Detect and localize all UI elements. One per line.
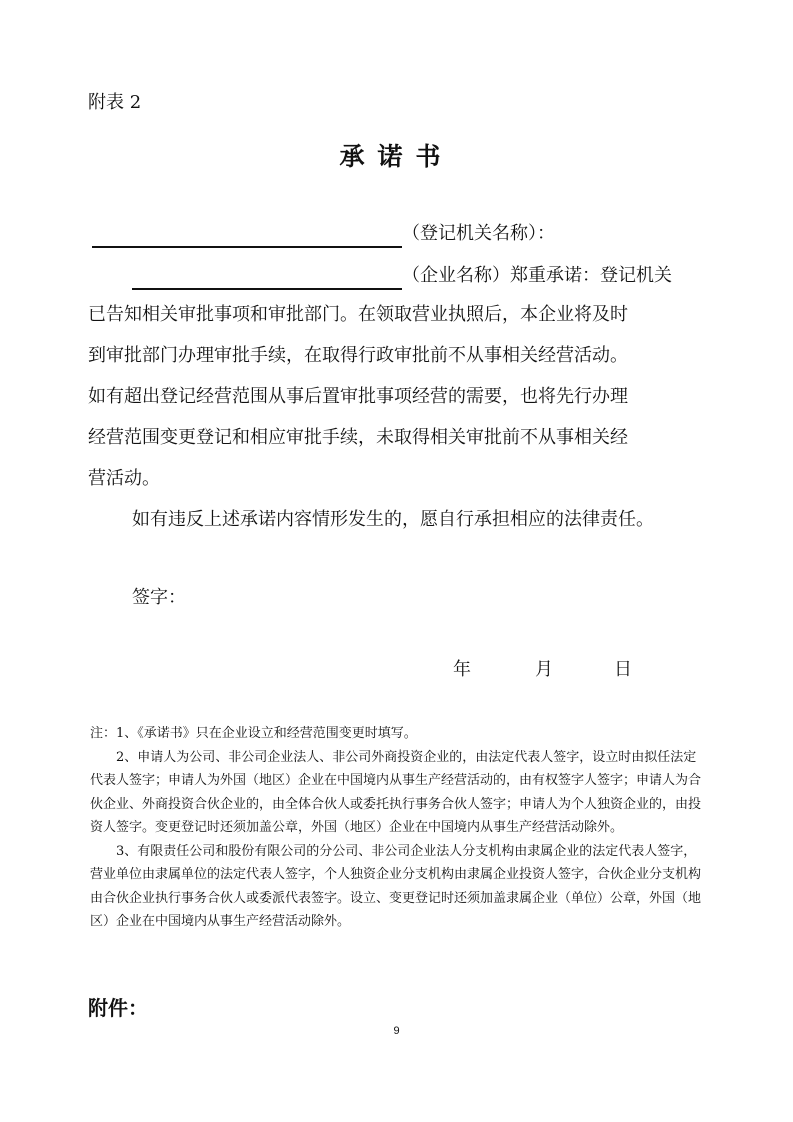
body-line: 已告知相关审批事项和审批部门。在领取营业执照后，本企业将及时 [88, 304, 628, 325]
notes-section [90, 722, 703, 934]
signature-label: 签字： [132, 587, 186, 608]
body-line: 营活动。 [88, 468, 160, 489]
attachment-label: 附件： [88, 996, 148, 1020]
liability-statement: 如有违反上述承诺内容情形发生的，愿自行承担相应的法律责任。 [132, 509, 654, 530]
enterprise-name-blank[interactable] [132, 264, 402, 290]
body-line: 如有超出登记经营范围从事后置审批事项经营的需要，也将先行办理 [88, 386, 628, 407]
enterprise-suffix: （企业名称）郑重承诺：登记机关 [402, 265, 672, 286]
annex-label: 附表 2 [88, 92, 142, 113]
date-month-label: 月 [535, 659, 553, 680]
date-year-label: 年 [453, 659, 471, 680]
body-line: 到审批部门办理审批手续，在取得行政审批前不从事相关经营活动。 [88, 345, 628, 366]
page-number: 9 [393, 1025, 400, 1037]
addressee-line [92, 220, 555, 248]
note-1: 注：1、《承诺书》只在企业设立和经营范围变更时填写。 [90, 726, 417, 741]
note-2: 2、申请人为公司、非公司企业法人、非公司外商投资企业的，由法定代表人签字，设立时由拟任法定代表人签字；申请人为外国（地区）企业在中国境内从事生产经营活动的，由有权签字人签字；申请人为合伙企业、外商投资合伙企业的，由全体合伙人或委托执行事务合伙人签字；申请人为个人独资企业的，由投资人签字。变更登记时还须加盖公章，外国（地区）企业在中国境内从事生产经营活动除外。 [90, 749, 702, 835]
enterprise-line [132, 262, 672, 290]
date-day-label: 日 [614, 659, 632, 680]
addressee-suffix: （登记机关名称）： [402, 223, 555, 244]
document-title: 承诺书 [339, 142, 454, 171]
registration-authority-blank[interactable] [92, 222, 402, 248]
body-line: 经营范围变更登记和相应审批手续，未取得相关审批前不从事相关经 [88, 427, 628, 448]
note-3: 3、有限责任公司和股份有限公司的分公司、非公司企业法人分支机构由隶属企业的法定代表人签字，营业单位由隶属单位的法定代表人签字，个人独资企业分支机构由隶属企业投资人签字，合伙企业分支机构由合伙企业执行事务合伙人或委派代表签字。设立、变更登记时还须加盖隶属企业（单位）公章，外国（地区）企业在中国境内从事生产经营活动除外。 [90, 843, 702, 929]
